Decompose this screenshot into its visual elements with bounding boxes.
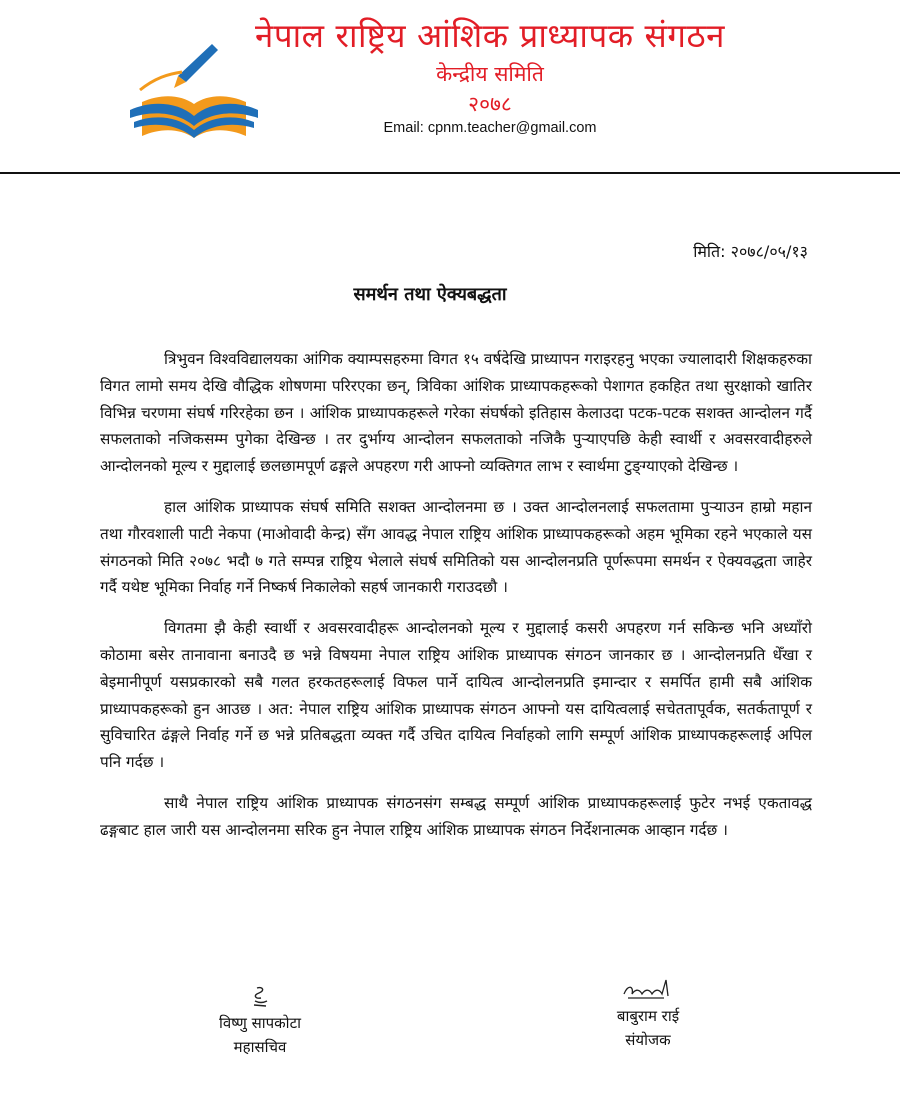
committee-name: केन्द्रीय समिति [436,62,544,86]
organization-name: नेपाल राष्ट्रिय आंशिक प्राध्यापक संगठन [255,16,725,55]
header-year: २०७८ [468,92,512,116]
signature-block-right [568,970,728,1052]
signature-block-left [170,985,350,1059]
body-paragraph-3: विगतमा झै केही स्वार्थी र अवसरवादीहरू आन्दोलनको मूल्य र मुद्दालाई कसरी अपहरण गर्न सकिन्छ भनि अध्याँरो कोठामा बसेर तानावाना बनाउदै छ भन्ने विषयमा नेपाल राष्ट्रिय आंशिक प्राध्यापक संगठन जानकार छ । आन्दोलनप्रति धेँखा र बेइमानीपूर्ण यसप्रकारको सबै गलत हरकतहरूलाई विफल पार्ने दायित्व आन्दोलनप्रति इमान्दार र समर्पित हामी सबै आंशिक प्राध्यापकहरूको हुन आउछ । अत: नेपाल राष्ट्रिय आंशिक प्राध्यापक संगठन आफ्नो यस दायित्वलाई सचेततापूर्वक, सतर्कतापूर्ण र सुविचारित ढंङ्गले निर्वाह गर्ने छ भन्ने प्रतिबद्धता व्यक्त गर्दै उचित दायित्व निर्वाहको लागि सम्पूर्ण आंशिक प्राध्यापकहरूलाई अपिल पनि गर्दछ । [100,619,812,772]
body-paragraph-1: त्रिभुवन विश्वविद्यालयका आंगिक क्याम्पसहरुमा विगत १५ वर्षदेखि प्राध्यापन गराइरहनु भएका ज्यालादारी शिक्षकहरुका विगत लामो समय देखि वौद्धिक शोषणमा परिरएका छन्, त्रिविका आंशिक प्राध्यापकहरूको पेशागत हकहित तथा सुरक्षाको खातिर विभिन्न चरणमा संघर्ष गरिरहेका छन । आंशिक प्राध्यापकहरूले गरेका संघर्षको इतिहास केलाउदा पटक-पटक सशक्त आन्दोलन गर्दै सफलताको नजिकसम्म पुगेका देखिन्छ । तर दुर्भाग्य आन्दोलन सफलताको नजिकै पुऱ्याएपछि केही स्वार्थी र अवसरवादीहरुले आन्दोलनको मूल्य र मुद्दालाई छलछामपूर्ण ढङ्गले अपहरण गरी आफ्नो व्यक्तिगत लाभ र स्वार्थमा टुङ्ग्याएको देखिन्छ । [100,350,812,476]
signatory-role-right: संयोजक [625,1031,671,1049]
body-paragraph-2: हाल आंशिक प्राध्यापक संघर्ष समिति सशक्त आन्दोलनमा छ । उक्त आन्दोलनलाई सफलतामा पुऱ्याउन हाम्रो महान तथा गौरवशाली पाटी नेकपा (माओवादी केन्द्र) सँग आवद्ध नेपाल राष्ट्रिय आंशिक प्राध्यापकहरूको अहम भूमिका रहने भएकाले यस संगठनको मिति २०७८ भदौ ७ गते सम्पन्न राष्ट्रिय भेलाले संघर्ष समितिको यस आन्दोलनप्रति पूर्णरूपमा समर्थन र ऐक्यवद्धता जाहेर गर्दै यथेष्ट भूमिका निर्वाह गर्ने निष्कर्ष निकालेको सहर्ष जानकारी गराउदछौ । [100,497,813,597]
letterhead [0,0,900,175]
header-email: Email: cpnm.teacher@gmail.com [383,120,597,136]
letter-body [100,346,812,858]
body-paragraph-4: साथै नेपाल राष्ट्रिय आंशिक प्राध्यापक संगठनसंग सम्बद्ध सम्पूर्ण आंशिक प्राध्यापकहरूलाई फुटेर नभई एकतावद्ध ढङ्गबाट हाल जारी यस आन्दोलनमा सरिक हुन नेपाल राष्ट्रिय आंशिक प्राध्यापक संगठन निर्देशनात्मक आव्हान गर्दछ । [100,793,812,839]
letter-date: मिति: २०७८/०५/१३ [693,242,808,261]
signatory-role-left: महासचिव [233,1038,287,1056]
handwritten-signature-icon [620,970,676,1002]
letter-title: समर्थन तथा ऐक्यबद्धता [353,284,507,305]
signatory-name-left: विष्णु सापकोटा [218,1014,302,1032]
signatory-name-right: बाबुराम राई [616,1007,680,1025]
header-divider [0,172,900,174]
handwritten-signature-icon [245,985,275,1009]
